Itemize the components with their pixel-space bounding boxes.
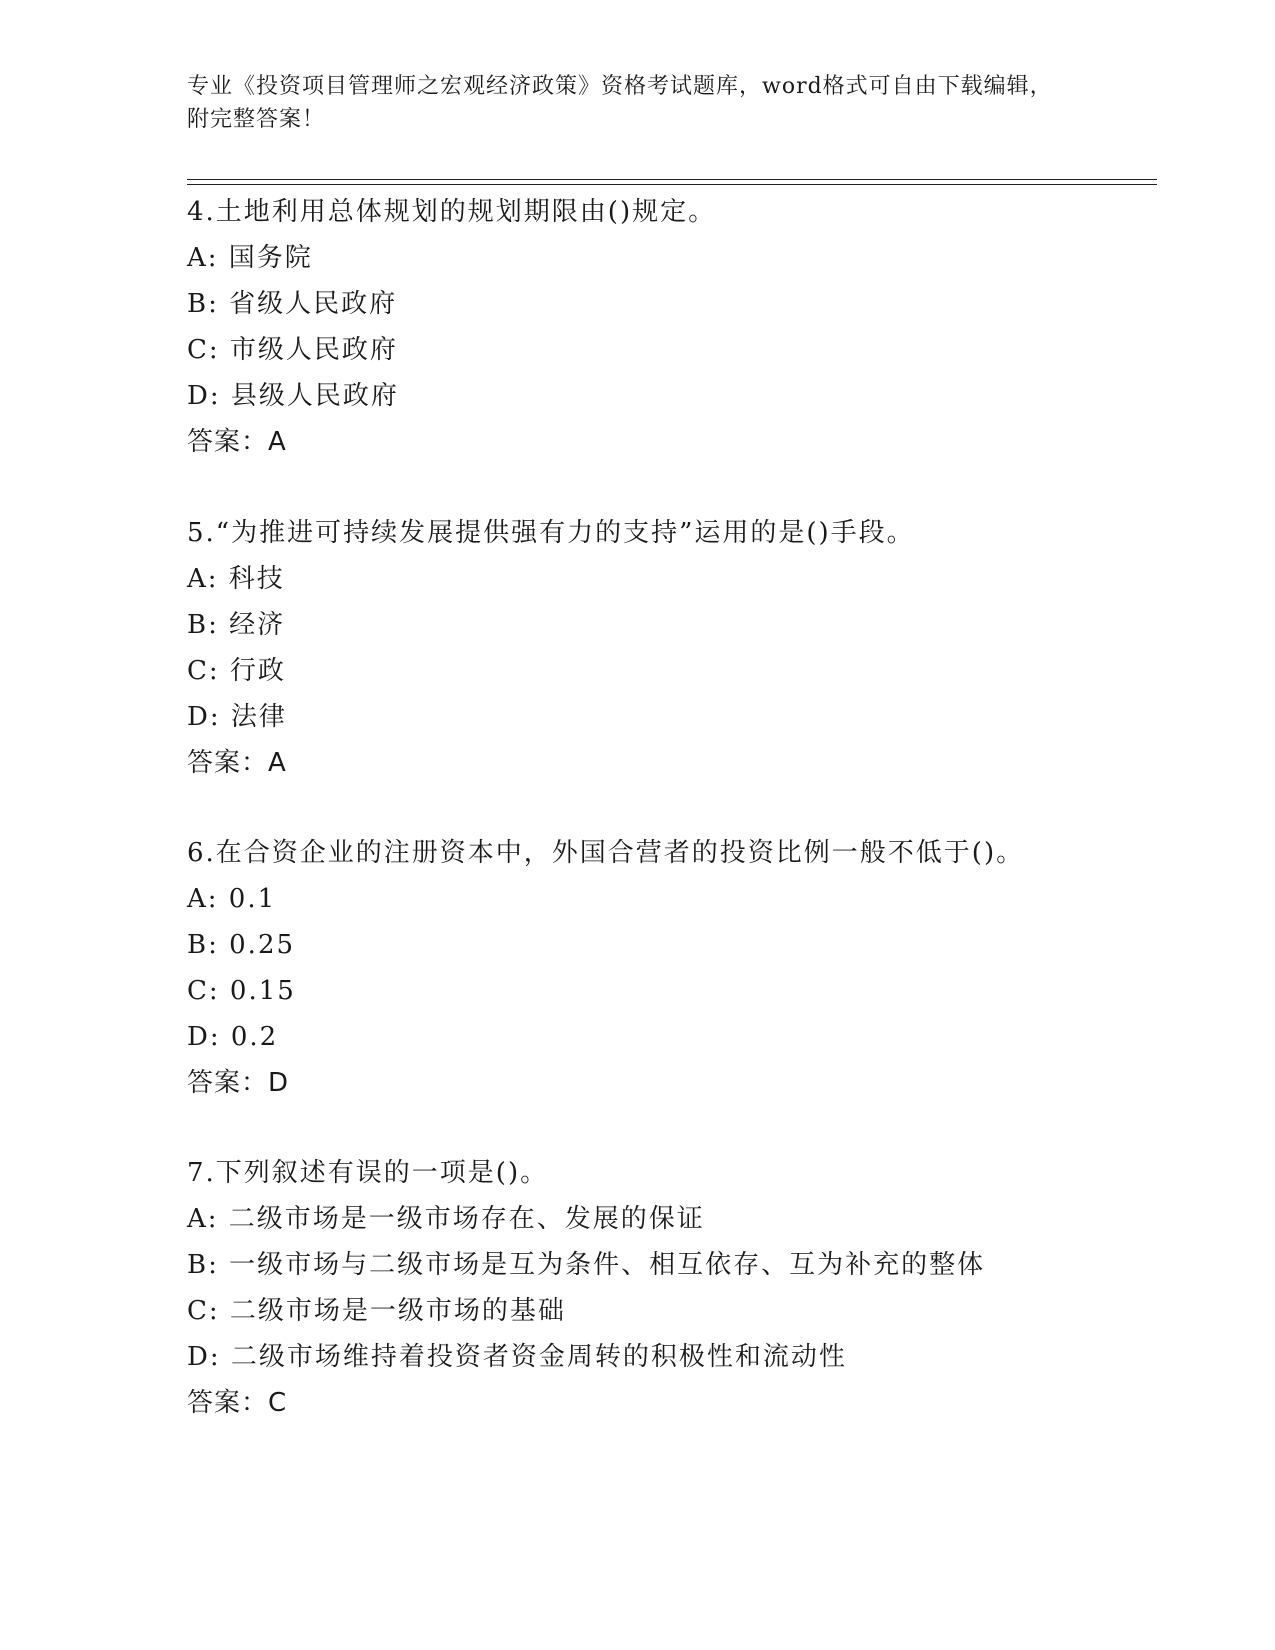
option-b: B: 0.25 — [187, 930, 296, 960]
question-5 — [187, 510, 1167, 786]
option-d: D: 法律 — [187, 702, 287, 732]
option-d: D: 县级人民政府 — [187, 381, 399, 411]
question-stem: 7.下列叙述有误的一项是()。 — [187, 1158, 549, 1188]
answer-line: 答案：A — [187, 427, 287, 457]
question-6 — [187, 830, 1167, 1106]
option-b: B: 一级市场与二级市场是互为条件、相互依存、互为补充的整体 — [187, 1250, 986, 1280]
option-a: A: 二级市场是一级市场存在、发展的保证 — [187, 1204, 705, 1234]
option-c: C: 行政 — [187, 656, 286, 686]
option-a: A: 0.1 — [187, 884, 277, 914]
option-c: C: 市级人民政府 — [187, 335, 398, 365]
document-header: 专业《投资项目管理师之宏观经济政策》资格考试题库，word格式可自由下载编辑，附完整答案！ — [187, 74, 1053, 132]
answer-line: 答案：C — [187, 1388, 288, 1418]
answer-line: 答案：A — [187, 748, 287, 778]
header-divider-bottom — [187, 184, 1157, 185]
option-b: B: 经济 — [187, 610, 286, 640]
option-a: A: 科技 — [187, 564, 285, 594]
question-7 — [187, 1150, 1167, 1426]
option-d: D: 0.2 — [187, 1022, 279, 1052]
option-c: C: 0.15 — [187, 976, 296, 1006]
answer-line: 答案：D — [187, 1068, 290, 1098]
option-b: B: 省级人民政府 — [187, 289, 398, 319]
header-divider-top — [187, 179, 1157, 180]
question-stem: 5.“为推进可持续发展提供强有力的支持”运用的是()手段。 — [187, 518, 915, 548]
option-a: A: 国务院 — [187, 243, 313, 273]
option-d: D: 二级市场维持着投资者资金周转的积极性和流动性 — [187, 1342, 847, 1372]
question-stem: 6.在合资企业的注册资本中，外国合营者的投资比例一般不低于()。 — [187, 838, 1025, 868]
option-c: C: 二级市场是一级市场的基础 — [187, 1296, 566, 1326]
question-4 — [187, 189, 1167, 465]
question-stem: 4.土地利用总体规划的规划期限由()规定。 — [187, 197, 717, 227]
